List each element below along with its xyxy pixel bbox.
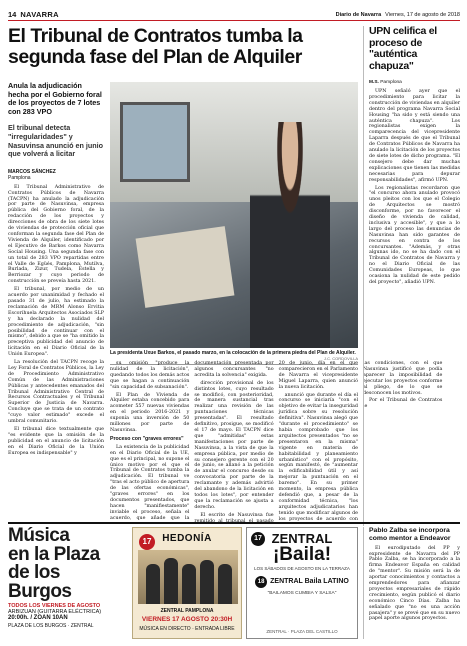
photo-window <box>120 102 190 182</box>
body-paragraph: El escrito de Nasuvinsa fue 20 de junio, día en el que comparecieron en el Parlamento de Navarra el vicepresidente Miguel Laparra, quien anunció la nueva licitación. <box>200 361 358 518</box>
sidebar-author: M.S. <box>369 80 379 85</box>
ad-musica-line3: de los Burgos <box>8 562 72 602</box>
article-left-column <box>8 82 104 510</box>
byline <box>8 169 104 181</box>
ad-zentral-number: 18 <box>255 576 267 588</box>
newspaper-name: Diario de Navarra <box>335 11 382 18</box>
ad-zentral-sub: "BAILAMOS CUMBIA Y SALSA" <box>267 590 337 596</box>
body-paragraph: Por el Tribunal de Contratos le <box>362 398 443 410</box>
ad-zentral-event: ZENTRAL Baila LATINO <box>270 578 349 585</box>
body-paragraph: su omisión "produce la nulidad de la licitación", quedando todos los demás actos que se hagan a continuación "sin capacidad de subsanación". <box>110 361 190 390</box>
page-number: 14 <box>8 10 17 19</box>
ad-musica-when: TODOS LOS VIERNES DE AGOSTO <box>8 603 101 609</box>
body-paragraph: UPN señaló ayer que el procedimiento para licitar la construcción de viviendas en alquiler dentro del programa Navarra Social Housing "ha sido y está siendo una auténtica chapuza". Los regionalistas exigen la comparecencia del vicepresidente Laparra después de que el Tribunal de Contratos Públicos de Navarra ha anulado la licitación de los proyectos de siete lotes de dicho programa. "El consejero debe dar muchas explicaciones que tienen las medidas necesarias para depurar responsabilidades", afirmó UPN. <box>369 89 460 183</box>
body-paragraph: dirección provisional de los distintos lotes, cuyo resultado se modificó, con posterioridad, de manera sustancial tras realizar una revisión de las puntuaciones técnicas presentadas". El resultado definitivo, prosigue, se modificó el 17 de mayo. El TACPN dice que "admitidas" estas manifestaciones por parte de Nasuvinsa, a la vista de que la empresa pública, por medio de su consejero gerente con el 20 de junio, se allanó a la petición de anular el concurso desde su convocatoria por parte de la reclamante y además advirtió del abandono de la licitación en todos los lotes", por entender que la reclamación se ajusta a derecho. <box>194 380 274 510</box>
ad-zentral <box>246 527 358 639</box>
band-member <box>218 564 232 604</box>
issue-date: Viernes, 17 de agosto de 2018 <box>385 11 460 18</box>
brief-article <box>363 527 460 639</box>
byline-place: Pamplona <box>8 174 31 181</box>
sidebar-article <box>363 26 460 526</box>
ad-zentral-title1: ZENTRAL <box>271 531 333 546</box>
ad-musica-line1: Música <box>8 525 70 546</box>
ad-musica-brand: PLAZA DE LOS BURGOS · ZENTRAL <box>8 623 94 629</box>
body-paragraph: La existencia de la publicidad en el Diario Oficial de la UE, que es el principal, no supone el único motivo por el que el Tribunal de Contratos tumba la adjudicación. El tribunal ve "tras el acto público de apertura de las ofertas económicas", "graves errores" en los documentos presentados, que hacen "manifiestamente" inviable el proceso, señala el acuerdo, que añade que la documentación presentada por algunos concursantes "no acredita la solvencia" exigida. <box>110 361 274 521</box>
sidebar-body <box>369 89 460 469</box>
ad-hedonia <box>132 527 242 639</box>
body-paragraph: El eurodiputado del PP y expresidente de Navarra del PP Pablo Zalba, se ha incorporado a la firma Endeavor España en calidad de "mentor". Su misión será la de aportar conocimientos y contactos a emprendedores para afianzar proyectos empresariales de rápido crecimiento, según publicó el diario económico Cinco Días. Zalba ha señalado que "no es una acción pasajera" y se prevé que en su nuevo papel aporte algunos proyectos. <box>369 545 460 622</box>
ad-musica-line2: en la Plaza <box>8 543 100 565</box>
subheadline-2: El tribunal detecta "irregularidades" y Nasuvinsa anunció en junio que volverá a licitar <box>8 123 104 159</box>
section-heading: Proceso con "graves errores" <box>110 435 184 442</box>
page-header <box>8 9 460 21</box>
sidebar-byline <box>369 80 460 85</box>
section-divider <box>8 522 460 524</box>
band-member <box>146 564 160 604</box>
caption-text: La presidenta Uxue Barkos, el pasado marzo, en la colocación de la primera piedra del Plan de Alquiler. <box>110 350 356 356</box>
article-body-left <box>8 185 104 510</box>
band-member <box>182 564 196 604</box>
ad-zentral-foot: ZENTRAL · PLAZA DEL CASTILLO <box>266 629 338 634</box>
body-paragraph: La resolución del TACPN recoge la Ley Foral de Contratos Públicos, la Ley de Procedimiento Administrativo Común de las Administraciones Públicas y antecedentes emanados del Tribunal Administrativo Central de Recursos Contractuales y el Tribunal Superior de Justicia de Navarra. Concluye que se trata de un contrato "cuyo valor estimado" excede el umbral comunitario. <box>8 360 104 425</box>
main-headline: El Tribunal de Contratos tumba la segunda fase del Plan de Alquiler <box>8 25 303 68</box>
brief-body <box>369 546 460 632</box>
ad-musica-who: ARBIZUAN (GUITARRA ELÉCTRICA) <box>8 609 102 615</box>
body-paragraph: Los regionalistas recordaron que "el concurso ahora anulado provocó unos pleitos con los que el Colegio de Arquitectos se mostró disconforme, por no favorecer el diseño de vivienda de calidad, inclusiva y accesible", y que a lo largo del proceso las denuncias de Nasuvinsa han sido garantes de recursos en contra de los concursantes. "Además, y otras algunas ido, no se ha dado con el Tribunal de Contratos de Navarra y no el Diario Oficial de las Comunidades Europeas, lo que ocasiona la nulidad de este pedido del proyecto", añadió UPN. <box>369 185 460 285</box>
article-body-columns <box>110 361 443 526</box>
body-paragraph: anunció que durante el día el concurso se iniciaría "con el objetivo de evitar la inseguridad jurídica sobre su resolución definitiva". Nasuvinsa alegó que "durante el procedimiento" se había comprobado que los arquitectos presentados "no se presentaron en la misma" vigente en materia de habitabilidad y planeamiento urbanístico" con el propósito, según manifestó, de "aumentar la edificabilidad útil y así mejorar la puntuación en el baremo". En su primer momento, la empresa pública defendió que, a pesar de la conformidad técnica, "los arquitectos adjudicatarios han tenido que modificar algunos de los proyectos de acuerdo con las condiciones, con el que Nasuvinsa justificó que podía aparecer la imposibilidad de ejecutar los proyectos conforme al pliego, de lo que se desconocen los motivos. <box>278 361 443 522</box>
photo-credit: J.C. CORDOVILLA <box>323 356 358 361</box>
ad-hedonia-badge: 17 <box>139 534 155 550</box>
ad-musica-time: 20:00h. / ZOAN 10AN <box>8 615 68 621</box>
sidebar-headline: UPN celifica el proceso de "auténtica chapuza" <box>369 25 437 72</box>
brief-headline: Pablo Zalba se incorpora como mentor a Endeavor <box>369 527 451 542</box>
ad-zentral-info: LOS SÁBADOS DE AGOSTO EN LA TERRAZA <box>254 566 350 571</box>
body-paragraph: El tribunal, por medio de un acuerdo por unanimidad y fechado el pasado 31 de julio, ha estimado la reclamación de MRM Alonso Ervitia Escorihuela Arquitectos Asociados SLP y ha declarado la nulidad del procedimiento de adjudicación, "sin posibilidad de continuar con el mismo", debido a que se "ha omitido la preceptiva publicidad del anuncio de licitación en el Diario Oficial de la Unión Europea". <box>8 287 104 358</box>
section-name: NAVARRA <box>20 10 59 19</box>
ad-zentral-badge: 17 <box>251 532 265 546</box>
subheadline-1: Anula la adjudicación hecha por el Gobierno foral de los proyectos de 7 lotes con 283 VPO <box>8 81 102 116</box>
photo-folder <box>136 226 235 308</box>
band-member <box>200 560 214 604</box>
sidebar-place: Pamplona <box>380 80 402 85</box>
band-member <box>164 558 178 604</box>
ad-zentral-title2: ¡Baila! <box>272 544 332 565</box>
article-photo <box>110 82 358 348</box>
ad-musica-title <box>8 527 128 601</box>
ad-hedonia-note: MÚSICA EN DIRECTO · ENTRADA LIBRE <box>139 626 235 632</box>
body-paragraph: El Tribunal Administrativo de Contratos Públicos de Navarra (TACPN) ha anulado la adjudicación por parte de Nasuvinsa, empresa pública del Gobierno foral, de la redacción de los proyectos y direcciones de obra de los siete lotes de viviendas de protección oficial que conforman la segunda fase del Plan de Vivienda de Alquiler, identificado por el Ejecutivo de Barkos como Navarra Social Housing. Una segunda fase con un total de 283 VPO repartidas entre el Valle de Egüés, Pamplona, Mutilva, Burlada, Zizur, Tudela, Estella y Berriozar y cuyo periodo de construcción se preveía hasta 2021. <box>8 184 104 285</box>
body-paragraph: El Plan de Vivienda de Alquiler estaba concebido para acometer 557 nuevas viviendas en el periodo 2016-2021 y suponía una inversión de 50 millones por parte de Nasuvinsa. <box>110 392 190 433</box>
ad-hedonia-date: VIERNES 17 AGOSTO 20:30H <box>141 616 233 623</box>
band-photo <box>138 550 238 604</box>
photo-person <box>250 122 330 348</box>
body-paragraph: El tribunal dice textualmente que "es evidente que la omisión de la publicidad en el anuncio de licitación en el Diario Oficial de la Unión Europea es indispensable" y <box>8 427 104 456</box>
author-name: MARCOS SÁNCHEZ <box>8 168 56 175</box>
ad-zentral-event-row <box>247 576 357 588</box>
ad-hedonia-title: HEDONÍA <box>162 533 212 544</box>
ad-musica <box>8 527 128 639</box>
ad-hedonia-place: ZENTRAL PAMPLONA <box>160 608 214 614</box>
